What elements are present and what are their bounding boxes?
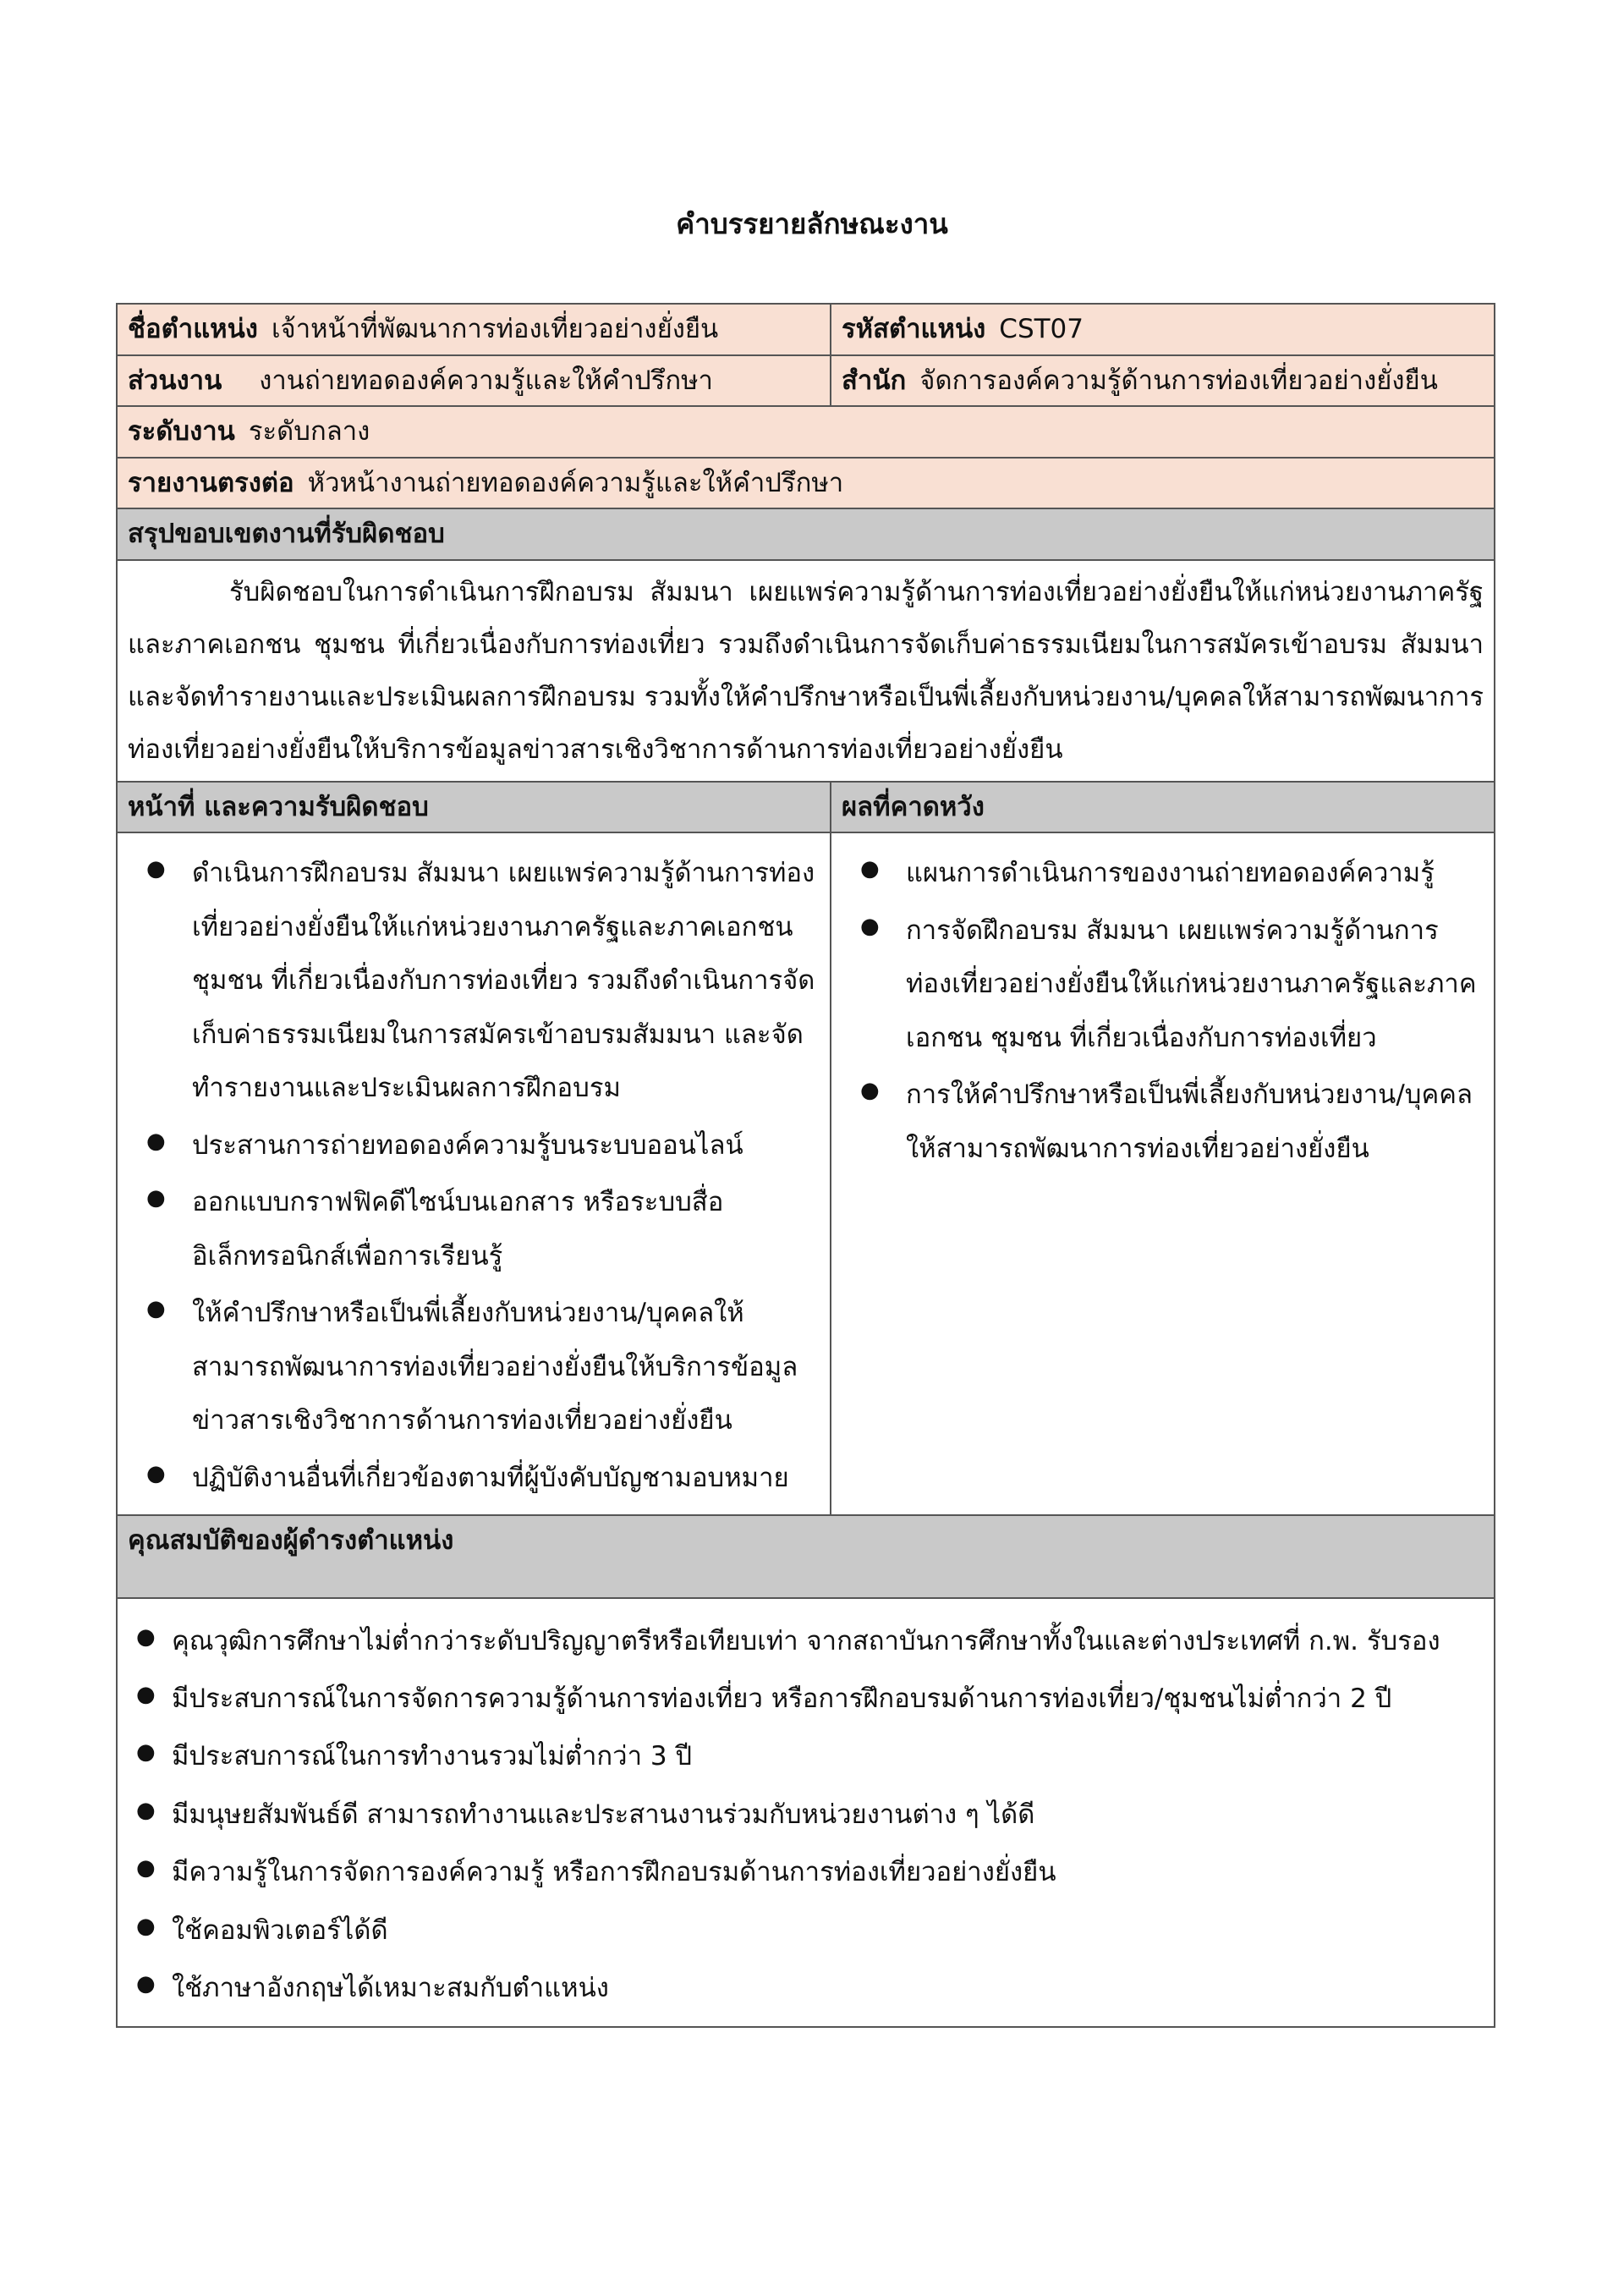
results-cell — [831, 832, 1495, 1515]
level-cell — [117, 406, 1495, 458]
duties-results-row — [117, 832, 1495, 1515]
unit-value: งานถ่ายทอดองค์ความรู้และให้คำปรึกษา — [259, 365, 713, 396]
position-code-value: CST07 — [999, 314, 1084, 344]
scope-text-row — [117, 560, 1495, 782]
reports-to-row — [117, 458, 1495, 509]
qualification-item: ● ใช้คอมพิวเตอร์ได้ดี — [172, 1905, 1484, 1956]
scope-text-cell — [117, 560, 1495, 782]
results-heading-text: ผลที่คาดหวัง — [842, 791, 985, 822]
position-value: เจ้าหน้าที่พัฒนาการท่องเที่ยวอย่างยั่งยืน — [271, 314, 719, 344]
qualifications-list — [128, 1616, 1484, 2014]
qualifications-heading-text: คุณสมบัติของผู้ดำรงตำแหน่ง — [128, 1524, 454, 1556]
unit-row — [117, 355, 1495, 407]
duty-item: ● ดำเนินการฝึกอบรม สัมมนา เผยแพร่ความรู้ด้านการท่องเที่ยวอย่างยั่งยืนให้แก่หน่วยงานภาครัฐและภาคเอกชน ชุมชน ที่เกี่ยวเนื่องกับการท่องเที่ยว รวมถึงดำเนินการจัดเก็บค่าธรรมเนียมในการสมัครเข้าอบรมสัมมนา และจัดทำรายงานและประเมินผลการฝึกอบรม — [192, 847, 820, 1116]
result-item: ● แผนการดำเนินการของงานถ่ายทอดองค์ความรู้ — [906, 847, 1484, 901]
duties-heading — [117, 782, 831, 833]
level-value: ระดับกลาง — [248, 416, 370, 447]
level-row — [117, 406, 1495, 458]
reports-to-cell — [117, 458, 1495, 509]
unit-cell — [117, 355, 831, 407]
scope-heading-text: สรุปขอบเขตงานที่รับผิดชอบ — [128, 519, 445, 549]
qualifications-heading-row — [117, 1515, 1495, 1598]
duty-item: ● ให้คำปรึกษาหรือเป็นพี่เลี้ยงกับหน่วยงาน/บุคคลให้สามารถพัฒนาการท่องเที่ยวอย่างยั่งยืนให้บริการข้อมูลข่าวสารเชิงวิชาการด้านการท่องเที่ยวอย่างยั่งยืน — [192, 1287, 820, 1448]
page-title: คำบรรยายลักษณะงาน — [676, 207, 948, 240]
position-code-cell — [831, 304, 1495, 355]
result-item: ● การจัดฝึกอบรม สัมมนา เผยแพร่ความรู้ด้านการท่องเที่ยวอย่างยั่งยืนให้แก่หน่วยงานภาครัฐและภาคเอกชน ชุมชน ที่เกี่ยวเนื่องกับการท่องเที่ยว — [906, 904, 1484, 1066]
scope-text: รับผิดชอบในการดำเนินการฝึกอบรม สัมมนา เผยแพร่ความรู้ด้านการท่องเที่ยวอย่างยั่งยืนให้แก่หน่วยงานภาครัฐและภาคเอกชน ชุมชน ที่เกี่ยวเนื่องกับการท่องเที่ยว รวมถึงดำเนินการจัดเก็บค่าธรรมเนียมในการสมัครเข้าอบรม สัมมนา และจัดทำรายงานและประเมินผลการฝึกอบรม รวมทั้งให้คำปรึกษาหรือเป็นพี่เลี้ยงกับหน่วยงาน/บุคคลให้สามารถพัฒนาการท่องเที่ยวอย่างยั่งยืนให้บริการข้อมูลข่าวสารเชิงวิชาการด้านการท่องเที่ยวอย่างยั่งยืน — [128, 576, 1484, 765]
level-label: ระดับงาน — [128, 416, 235, 447]
office-label: สำนัก — [842, 365, 907, 396]
reports-to-label: รายงานตรงต่อ — [128, 467, 294, 498]
qualifications-cell — [117, 1598, 1495, 2027]
results-heading — [831, 782, 1495, 833]
duty-item: ● ปฏิบัติงานอื่นที่เกี่ยวข้องตามที่ผู้บังคับบัญชามอบหมาย — [192, 1452, 820, 1506]
office-cell — [831, 355, 1495, 407]
qualification-item: ● มีประสบการณ์ในการทำงานรวมไม่ต่ำกว่า 3 ปี — [172, 1731, 1484, 1782]
position-cell — [117, 304, 831, 355]
qualification-item: ● มีมนุษยสัมพันธ์ดี สามารถทำงานและประสานงานร่วมกับหน่วยงานต่าง ๆ ได้ดี — [172, 1789, 1484, 1840]
qualification-item: ● ใช้ภาษาอังกฤษได้เหมาะสมกับตำแหน่ง — [172, 1963, 1484, 2013]
position-row — [117, 304, 1495, 355]
qualification-item: ● มีประสบการณ์ในการจัดการความรู้ด้านการท่องเที่ยว หรือการฝึกอบรมด้านการท่องเที่ยว/ชุมชนไม่ต่ำกว่า 2 ปี — [172, 1673, 1484, 1724]
duties-list — [128, 847, 820, 1506]
results-list — [842, 847, 1484, 1176]
office-value: จัดการองค์ความรู้ด้านการท่องเที่ยวอย่างยั่งยืน — [919, 365, 1438, 396]
qualifications-row — [117, 1598, 1495, 2027]
qualifications-heading — [117, 1515, 1495, 1598]
qualification-item: ● มีความรู้ในการจัดการองค์ความรู้ หรือการฝึกอบรมด้านการท่องเที่ยวอย่างยั่งยืน — [172, 1847, 1484, 1898]
position-label: ชื่อตำแหน่ง — [128, 314, 258, 344]
duty-item: ● ประสานการถ่ายทอดองค์ความรู้บนระบบออนไลน์ — [192, 1119, 820, 1173]
duties-results-heading-row — [117, 782, 1495, 833]
duties-cell — [117, 832, 831, 1515]
qualification-item: ● คุณวุฒิการศึกษาไม่ต่ำกว่าระดับปริญญาตรีหรือเทียบเท่า จากสถาบันการศึกษาทั้งในและต่างประเทศที่ ก.พ. รับรอง — [172, 1616, 1484, 1667]
job-description-table — [116, 303, 1495, 2028]
scope-heading-row — [117, 508, 1495, 560]
position-code-label: รหัสตำแหน่ง — [842, 314, 986, 344]
scope-heading — [117, 508, 1495, 560]
unit-label: ส่วนงาน — [128, 365, 222, 396]
duties-heading-text: หน้าที่ และความรับผิดชอบ — [128, 791, 429, 822]
duty-item: ● ออกแบบกราฟฟิคดีไซน์บนเอกสาร หรือระบบสื่ออิเล็กทรอนิกส์เพื่อการเรียนรู้ — [192, 1176, 820, 1283]
reports-to-value: หัวหน้างานถ่ายทอดองค์ความรู้และให้คำปรึกษา — [307, 467, 844, 498]
result-item: ● การให้คำปรึกษาหรือเป็นพี่เลี้ยงกับหน่วยงาน/บุคคลให้สามารถพัฒนาการท่องเที่ยวอย่างยั่งยืน — [906, 1068, 1484, 1176]
